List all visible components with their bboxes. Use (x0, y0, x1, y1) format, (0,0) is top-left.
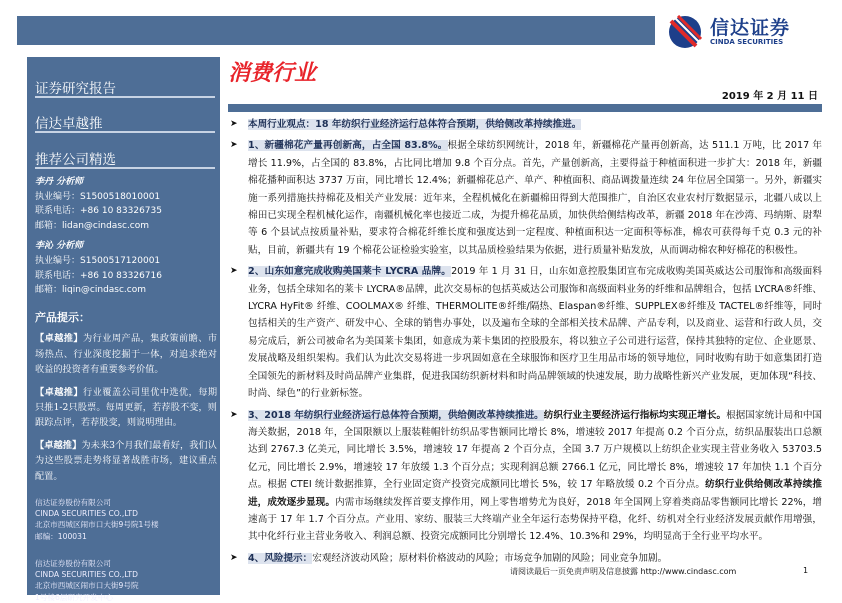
sidebar-heading-series: 信达卓越推 (35, 116, 103, 131)
hint-item: 【卓越推】为未来3个月我们最看好，我们认为这些股票走势将显著战胜市场，建议重点配置。 (35, 439, 217, 482)
hint-item: 【卓越推】行业覆盖公司里优中选优，每期只推1-2只股票。每周更新，若荐股不变，则跟踪点评，若荐股变，则说明理由。 (35, 386, 218, 429)
analyst-block (35, 175, 217, 298)
analyst-email[interactable]: 邮箱：liqin@cindasc.com (35, 285, 147, 296)
report-body (228, 116, 822, 571)
arrow-bullet-icon: ➤ (230, 119, 238, 129)
analyst-name: 李丹 分析师 (35, 177, 84, 187)
page-number: 1 (803, 566, 809, 575)
company-address-2: 信达证券股份有限公司 CINDA SECURITIES CO.,LTD 北京市西城区闹市口大街9号院 1号楼6层研究开发中心 (35, 559, 139, 602)
analyst-email[interactable]: 邮箱：lidan@cindasc.com (35, 220, 150, 231)
hint-title: 产品提示： (35, 311, 90, 324)
bullet-xinjiang-cotton: ➤ 1、新疆棉花产量再创新高，占全国 83.8%。根据全球纺织网统计，2018 年，新疆棉花产量再创新高，达 511.1 万吨，比 2017 年增长 11.9%，占全国的 83.8%，占比同比增加 9.8 个百分点。首先，产量创新高，主要得益于种植面积进一步扩大：2018 年，新疆棉花播种面积达 3737 万亩，同比增长 12.4%；新疆棉花总产、单产、种植面积、商品调拨量连续 24 年位居全国第一。另外，新疆实施一系列措施扶持棉花及相关产业发展：近年来，全程机械化在新疆棉田得到大范围推广，自治区农业农村厅数据显示，北疆八成以上棉田已实现全程机械化运作，南疆机械化率也接近二成，为提升棉花品质，加快供给侧结构改革，新疆 2018 年在沙湾、玛纳斯、尉犁等 6 个县试点按质量补贴，要求符合棉花纤维长度和强度达到一定程度、种植面积达一定面积等标准，棉农可获得每千克 0.3 元的补贴，目前，新疆共有 19 个棉花公证检验实验室，以其品质检验结果为依据，进行质量补贴发放，从而调动棉农种好棉花的积极性。 (228, 137, 822, 259)
analyst-id: 执业编号：S1500518010001 (35, 191, 161, 202)
divider (35, 167, 215, 169)
analyst-phone: 联系电话：+86 10 83326716 (35, 270, 162, 281)
divider (35, 131, 215, 133)
disclaimer-footer: 请阅读最后一页免责声明及信息披露 http://www.cindasc.com (510, 567, 737, 576)
arrow-bullet-icon: ➤ (230, 266, 238, 277)
title-divider (228, 104, 822, 112)
analyst-phone: 联系电话：+86 10 83326735 (35, 206, 162, 217)
report-date: 2019 年 2 月 11 日 (721, 91, 818, 102)
analyst-id: 执业编号：S1500517120001 (35, 255, 161, 266)
bullet-lycra: ➤ 2、山东如意完成收购美国莱卡 LYCRA 品牌。2019 年 1 月 31 日，山东如意控股集团宣布完成收购美国英威达公司服饰和高级面料业务，包括全球知名的莱卡 LYCRA®品牌，此次交易标的包括英威达公司服饰和高级面料业务的纤维和品牌组合，包括 LYCRA®纤维、LYCRA HyFit® 纤维、COOLMAX® 纤维、THERMOLITE®纤维/隔热、Elaspan®纤维、SUPPLEX®纤维及 TACTEL®纤维等，同时包括相关的生产资产、研发中心、全球的销售办事处，以及遍布全球的全部相关技术品牌、产品专利，以及商业、运营和行政人员，交易完成后，新公司被命名为美国莱卡集团，如意成为莱卡集团的控股股东，将以独立子公司进行运营，保持其独特的定位、企业愿景、发展战略及组织架构。我们认为此次交易将进一步巩固如意在全球服饰和医疗卫生用品市场的领导地位，同时收购有助于如意集团打造全国领先的新材料及时尚品牌产业集群，促进我国纺织新材料和时尚品牌领域的快速发展，助力战略性新兴产业发展，更加体现“科技、时尚、绿色”的行业新标签。 (228, 263, 822, 402)
cinda-logo-icon (668, 15, 702, 49)
arrow-bullet-icon: ➤ (230, 140, 238, 151)
industry-title: 消费行业 (228, 60, 317, 85)
hint-item: 【卓越推】为行业周产品，集政策前瞻、市场热点、行业深度挖掘于一体，对追求绝对收益的投资者有重要参考价值。 (35, 333, 218, 376)
logo-cn: 信达证券 (710, 16, 791, 39)
bullet-risk: ➤ 4、风险提示：宏观经济波动风险；原材料价格波动的风险；市场竞争加剧的风险；同业竞争加剧。 (228, 550, 822, 567)
sidebar-heading-report: 证券研究报告 (35, 81, 116, 96)
bullet-textile-2018: ➤ 3、2018 年纺织行业经济运行总体符合预期，供给侧改革持续推进。纺织行业主要经济运行指标均实现正增长。根据国家统计局和中国海关数据，2018 年，全国限额以上服装鞋帽针纺织品零售额同比增长 8%，增速较 2017 年提高 0.2 个百分点，纺织品服装出口总额达到 2767.3 亿美元，同比增长 3.5%，增速较 17 年提高 2 个百分点，全国 3.7 万户规模以上纺织企业实现主营业务收入 53703.5 亿元，同比增长 2.9%，增速较 17 年放缓 1.3 个百分点；实现利润总额 2766.1 亿元，同比增长 8%，增速较 17 年加快 1.1 个百分点。根据 CTEI 统计数据推算，全行业固定资产投资完成额同比增长 5%，较 17 年略放缓 0.2 个百分点。纺织行业供给侧改革持续推进，成效逐步显现。内需市场继续发挥首要支撑作用，网上零售增势尤为良好，2018 年全国网上穿着类商品零售额同比增长 22%，增速高于 17 年 1.7 个百分点。产业用、家纺、服装三大终端产业全年运行态势保持平稳，化纤、纺机对全行业经济发展贡献作用增强，其中化纤行业主营业务收入、利润总额、投资完成额同比分别增长 12.4%、10.3%和 29%，均明显高于全行业平均水平。 (228, 407, 822, 546)
divider (35, 96, 215, 98)
bullet-viewpoint: ➤ 本周行业观点：18 年纺织行业经济运行总体符合预期，供给侧改革持续推进。 (228, 116, 822, 133)
logo-en: CINDA SECURITIES (710, 37, 784, 46)
sidebar (27, 57, 220, 602)
product-hints (35, 310, 217, 491)
cinda-logo (668, 14, 828, 50)
analyst-name: 李沁 分析师 (35, 241, 84, 252)
header-bar (17, 16, 655, 45)
arrow-bullet-icon: ➤ (230, 552, 238, 563)
company-address-1: 信达证券股份有限公司 CINDA SECURITIES CO.,LTD 北京市西城区闹市口大街9号院1号楼 邮编：100031 (35, 498, 159, 541)
arrow-bullet-icon: ➤ (230, 409, 238, 420)
sidebar-heading-picks: 推荐公司精选 (35, 152, 116, 167)
